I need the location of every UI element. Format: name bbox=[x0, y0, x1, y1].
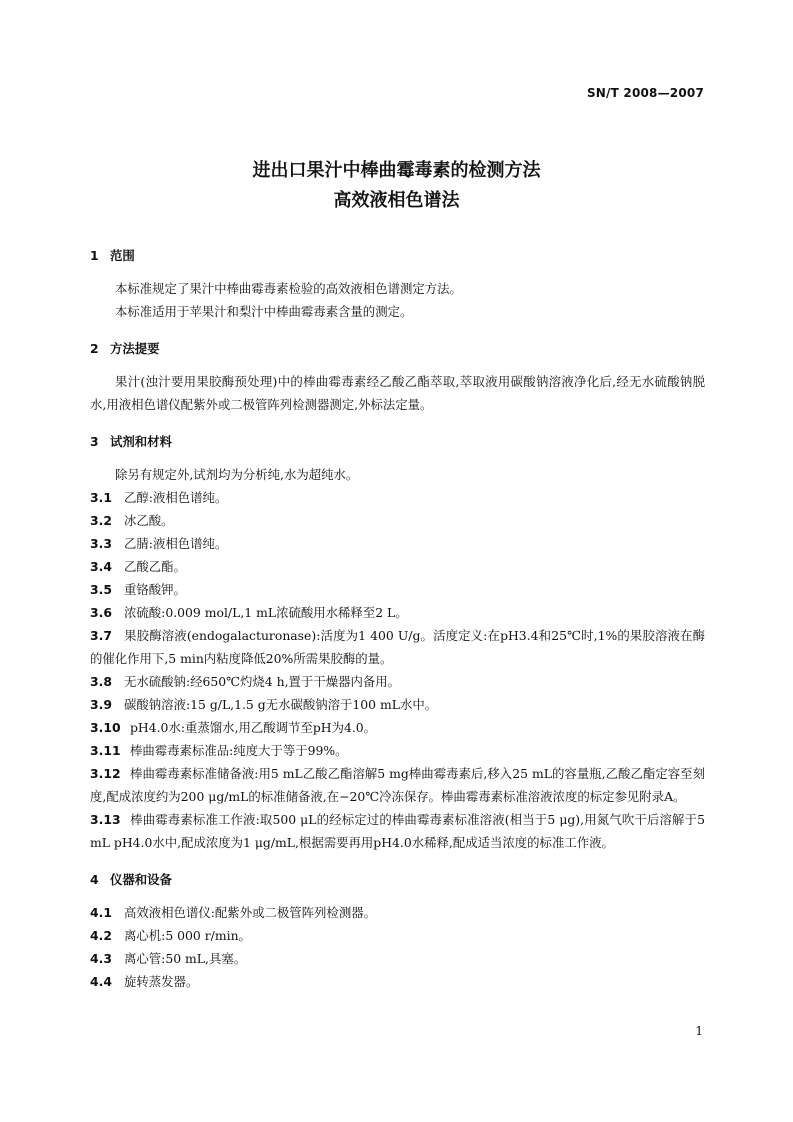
clause-item bbox=[90, 624, 705, 670]
clause-number: 3.8 bbox=[90, 674, 112, 689]
clause-item bbox=[90, 924, 705, 947]
section-heading-scope bbox=[90, 244, 705, 267]
clause-number: 4.1 bbox=[90, 905, 112, 920]
clause-number: 3.13 bbox=[90, 812, 121, 827]
clause-text: 旋转蒸发器。 bbox=[124, 974, 199, 989]
clause-number: 3.12 bbox=[90, 766, 121, 781]
clause-item bbox=[90, 901, 705, 924]
clause-text: 乙酸乙酯。 bbox=[124, 559, 186, 574]
clause-item bbox=[90, 601, 705, 624]
paragraph: 本标准规定了果汁中棒曲霉毒素检验的高效液相色谱测定方法。 bbox=[115, 281, 462, 296]
page-number: 1 bbox=[695, 1024, 703, 1038]
section-number: 1 bbox=[90, 248, 99, 263]
clause-text: pH4.0水:重蒸馏水,用乙酸调节至pH为4.0。 bbox=[130, 720, 377, 735]
section-number: 4 bbox=[90, 872, 99, 887]
clause-number: 3.2 bbox=[90, 513, 112, 528]
clause-number: 3.1 bbox=[90, 490, 112, 505]
clause-item bbox=[90, 486, 705, 509]
clause-text: 乙腈:液相色谱纯。 bbox=[124, 536, 228, 551]
section-heading-apparatus bbox=[90, 868, 705, 891]
standard-number: SN/T 2008—2007 bbox=[586, 86, 704, 100]
clause-number: 3.4 bbox=[90, 559, 112, 574]
clause-item bbox=[90, 509, 705, 532]
clause-number: 3.3 bbox=[90, 536, 112, 551]
section-number: 3 bbox=[90, 434, 99, 449]
clause-text: 高效液相色谱仪:配紫外或二极管阵列检测器。 bbox=[124, 905, 376, 920]
clause-text: 棒曲霉毒素标准储备液:用5 mL乙酸乙酯溶解5 mg棒曲霉毒素后,移入25 mL的容量瓶,乙酸乙酯定容至刻度,配成浓度约为200 μg/mL的标准储备液,在−20℃冷冻保存。棒曲霉毒素标准溶液浓度的标定参见附录A。 bbox=[90, 766, 705, 804]
section-title: 范围 bbox=[110, 248, 135, 263]
clause-text: 冰乙酸。 bbox=[124, 513, 174, 528]
clause-text: 无水硫酸钠:经650℃灼烧4 h,置于干燥器内备用。 bbox=[124, 674, 401, 689]
section-number: 2 bbox=[90, 341, 99, 356]
clause-number: 4.2 bbox=[90, 928, 112, 943]
clause-text: 离心机:5 000 r/min。 bbox=[124, 928, 251, 943]
clause-number: 3.6 bbox=[90, 605, 112, 620]
clause-item bbox=[90, 555, 705, 578]
clause-number: 3.7 bbox=[90, 628, 112, 643]
clause-text: 棒曲霉毒素标准工作液:取500 μL的经标定过的棒曲霉毒素标准溶液(相当于5 μg),用氮气吹干后溶解于5 mL pH4.0水中,配成浓度为1 μg/mL,根据需要再用pH4.0水稀释,配成适当浓度的标准工作液。 bbox=[90, 812, 705, 850]
paragraph: 除另有规定外,试剂均为分析纯,水为超纯水。 bbox=[115, 467, 359, 482]
document-subtitle: 高效液相色谱法 bbox=[333, 190, 460, 211]
clause-item bbox=[90, 532, 705, 555]
clause-text: 碳酸钠溶液:15 g/L,1.5 g无水碳酸钠溶于100 mL水中。 bbox=[124, 697, 438, 712]
clause-text: 离心管:50 mL,具塞。 bbox=[124, 951, 247, 966]
clause-item bbox=[90, 578, 705, 601]
section-title: 仪器和设备 bbox=[110, 872, 172, 887]
document-title: 进出口果汁中棒曲霉毒素的检测方法 bbox=[252, 160, 541, 181]
clause-text: 乙醇:液相色谱纯。 bbox=[124, 490, 228, 505]
clause-text: 棒曲霉毒素标准品:纯度大于等于99%。 bbox=[130, 743, 348, 758]
section-title: 方法提要 bbox=[110, 341, 160, 356]
clause-item bbox=[90, 739, 705, 762]
clause-text: 果胶酶溶液(endogalacturonase):活度为1 400 U/g。活度定义:在pH3.4和25℃时,1%的果胶溶液在酶的催化作用下,5 min内粘度降低20%所需果胶酶的量。 bbox=[90, 628, 705, 666]
paragraph: 果汁(浊汁要用果胶酶预处理)中的棒曲霉毒素经乙酸乙酯萃取,萃取液用碳酸钠溶液净化后,经无水硫酸钠脱水,用液相色谱仪配紫外或二极管阵列检测器测定,外标法定量。 bbox=[90, 374, 705, 412]
clause-item bbox=[90, 762, 705, 808]
clause-item bbox=[90, 693, 705, 716]
clause-number: 3.11 bbox=[90, 743, 121, 758]
clause-item bbox=[90, 808, 705, 854]
section-title: 试剂和材料 bbox=[110, 434, 172, 449]
paragraph: 本标准适用于苹果汁和梨汁中棒曲霉毒素含量的测定。 bbox=[115, 304, 413, 319]
clause-number: 3.5 bbox=[90, 582, 112, 597]
section-heading-reagents bbox=[90, 430, 705, 453]
clause-item bbox=[90, 970, 705, 993]
clause-number: 3.9 bbox=[90, 697, 112, 712]
clause-number: 3.10 bbox=[90, 720, 121, 735]
clause-item bbox=[90, 947, 705, 970]
document-body bbox=[90, 244, 705, 993]
clause-text: 重铬酸钾。 bbox=[124, 582, 186, 597]
clause-text: 浓硫酸:0.009 mol/L,1 mL浓硫酸用水稀释至2 L。 bbox=[124, 605, 408, 620]
clause-item bbox=[90, 670, 705, 693]
clause-number: 4.4 bbox=[90, 974, 112, 989]
clause-item bbox=[90, 716, 705, 739]
clause-number: 4.3 bbox=[90, 951, 112, 966]
section-heading-method-summary bbox=[90, 337, 705, 360]
